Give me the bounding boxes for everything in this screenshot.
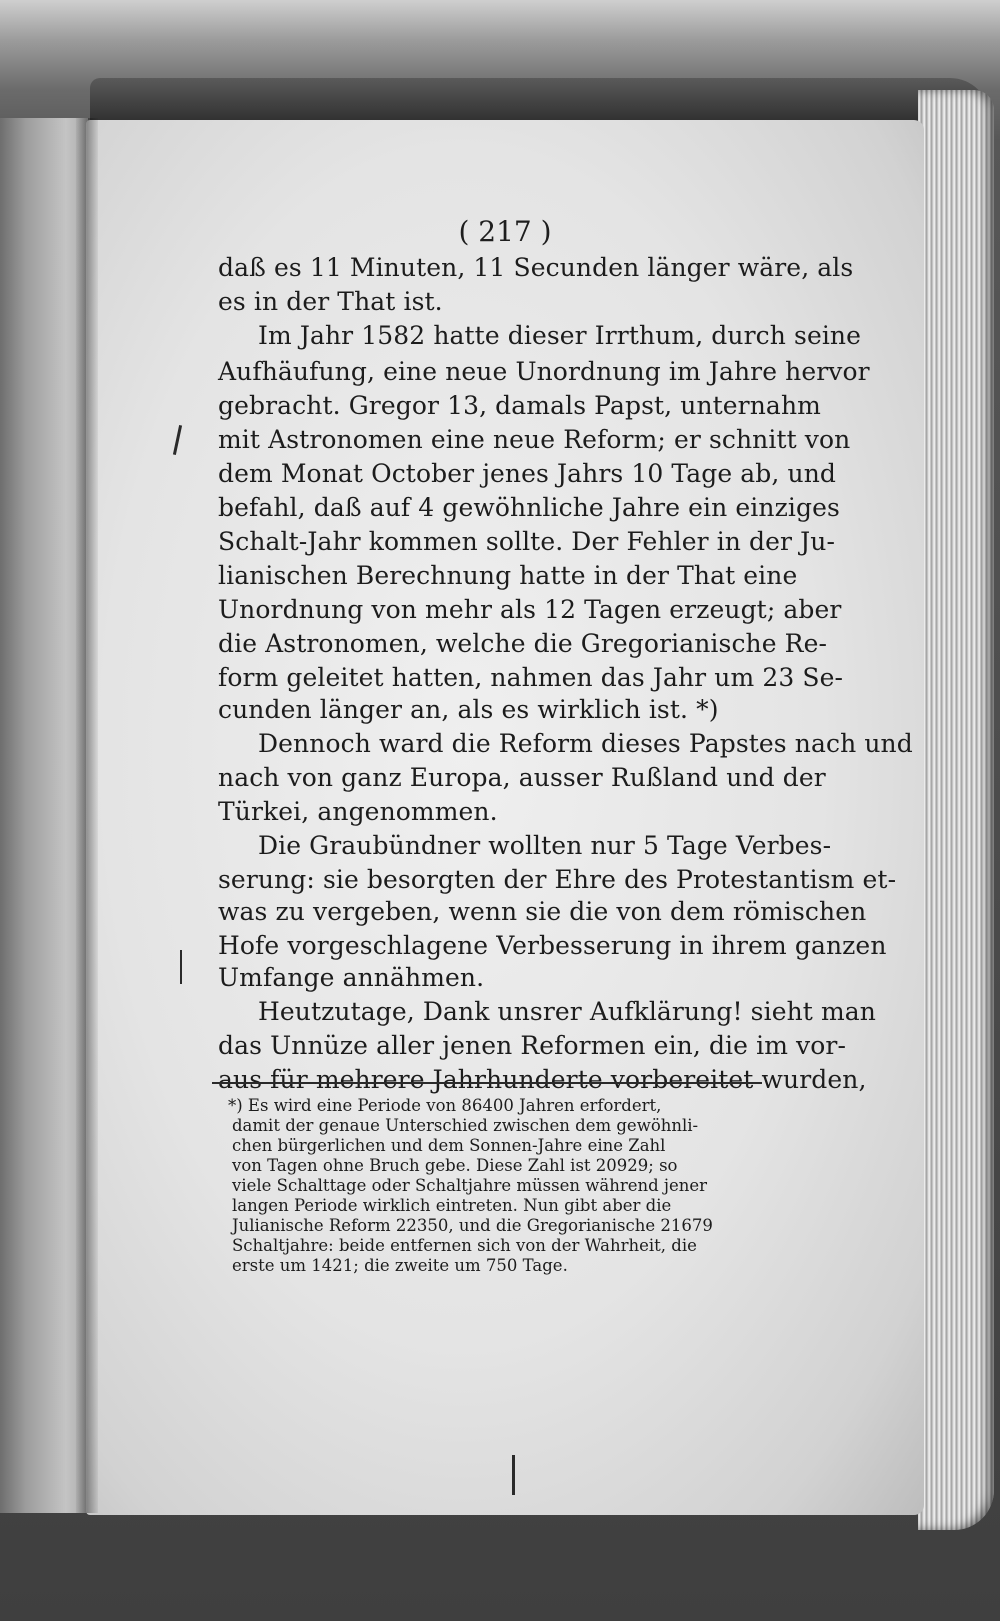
text-line: Türkei, angenommen. — [218, 797, 498, 826]
text-line: daß es 11 Minuten, 11 Secunden länger wäre, als — [218, 253, 854, 282]
footnote-line: langen Periode wirklich eintreten. Nun gibt aber die — [232, 1196, 672, 1215]
text-line: Unordnung von mehr als 12 Tagen erzeugt; aber — [218, 595, 842, 624]
text-line: nach von ganz Europa, ausser Rußland und der — [218, 763, 826, 792]
text-line: serung: sie besorgten der Ehre des Protestantism et- — [218, 865, 897, 894]
text-line: mit Astronomen eine neue Reform; er schnitt von — [218, 425, 851, 454]
text-line: dem Monat October jenes Jahrs 10 Tage ab, und — [218, 459, 837, 488]
footnote-line: damit der genaue Unterschied zwischen dem gewöhnli- — [232, 1116, 699, 1135]
page-number: ( 217 ) — [458, 215, 552, 248]
footnote-line: Julianische Reform 22350, und die Gregorianische 21679 — [232, 1216, 713, 1235]
left-page-edge — [0, 118, 88, 1513]
text-line: Im Jahr 1582 hatte dieser Irrthum, durch seine — [258, 321, 862, 350]
page-stack-edge — [918, 90, 994, 1530]
text-line: das Unnüze aller jenen Reformen ein, die im vor- — [218, 1031, 847, 1060]
footnote-line: Schaltjahre: beide entfernen sich von der Wahrheit, die — [232, 1236, 697, 1255]
footnote-line: *) Es wird eine Periode von 86400 Jahren erfordert, — [228, 1096, 662, 1115]
text-line: Aufhäufung, eine neue Unordnung im Jahre hervor — [218, 357, 870, 386]
spine-shadow — [76, 118, 98, 1513]
text-line: gebracht. Gregor 13, damals Papst, unternahm — [218, 391, 821, 420]
footnote-line: chen bürgerlichen und dem Sonnen-Jahre eine Zahl — [232, 1136, 666, 1155]
text-line: was zu vergeben, wenn sie die von dem römischen — [218, 897, 867, 926]
text-line: es in der That ist. — [218, 287, 443, 316]
text-line: lianischen Berechnung hatte in der That eine — [218, 561, 798, 590]
text-line: aus für mehrere Jahrhunderte vorbereitet wurden, — [218, 1065, 867, 1094]
text-line: cunden länger an, als es wirklich ist. *) — [218, 695, 719, 724]
footnote-rule — [212, 1082, 762, 1084]
margin-mark — [180, 950, 182, 984]
text-line: Die Graubündner wollten nur 5 Tage Verbes- — [258, 831, 832, 860]
margin-mark — [512, 1455, 515, 1495]
book-cover-edge — [90, 78, 990, 126]
text-line: Umfange annähmen. — [218, 963, 485, 992]
footnote-line: von Tagen ohne Bruch gebe. Diese Zahl ist 20929; so — [232, 1156, 678, 1175]
text-line: Schalt-Jahr kommen sollte. Der Fehler in der Ju- — [218, 527, 836, 556]
footnote-line: viele Schalttage oder Schaltjahre müssen während jener — [232, 1176, 708, 1195]
text-line: Heutzutage, Dank unsrer Aufklärung! sieht man — [258, 997, 877, 1026]
footnote-line: erste um 1421; die zweite um 750 Tage. — [232, 1256, 568, 1275]
text-line: befahl, daß auf 4 gewöhnliche Jahre ein einziges — [218, 493, 840, 522]
text-line: Hofe vorgeschlagene Verbesserung in ihrem ganzen — [218, 931, 887, 960]
text-line: die Astronomen, welche die Gregorianische Re- — [218, 629, 828, 658]
text-line: form geleitet hatten, nahmen das Jahr um 23 Se- — [218, 663, 844, 692]
text-line: Dennoch ward die Reform dieses Papstes nach und — [258, 729, 913, 758]
